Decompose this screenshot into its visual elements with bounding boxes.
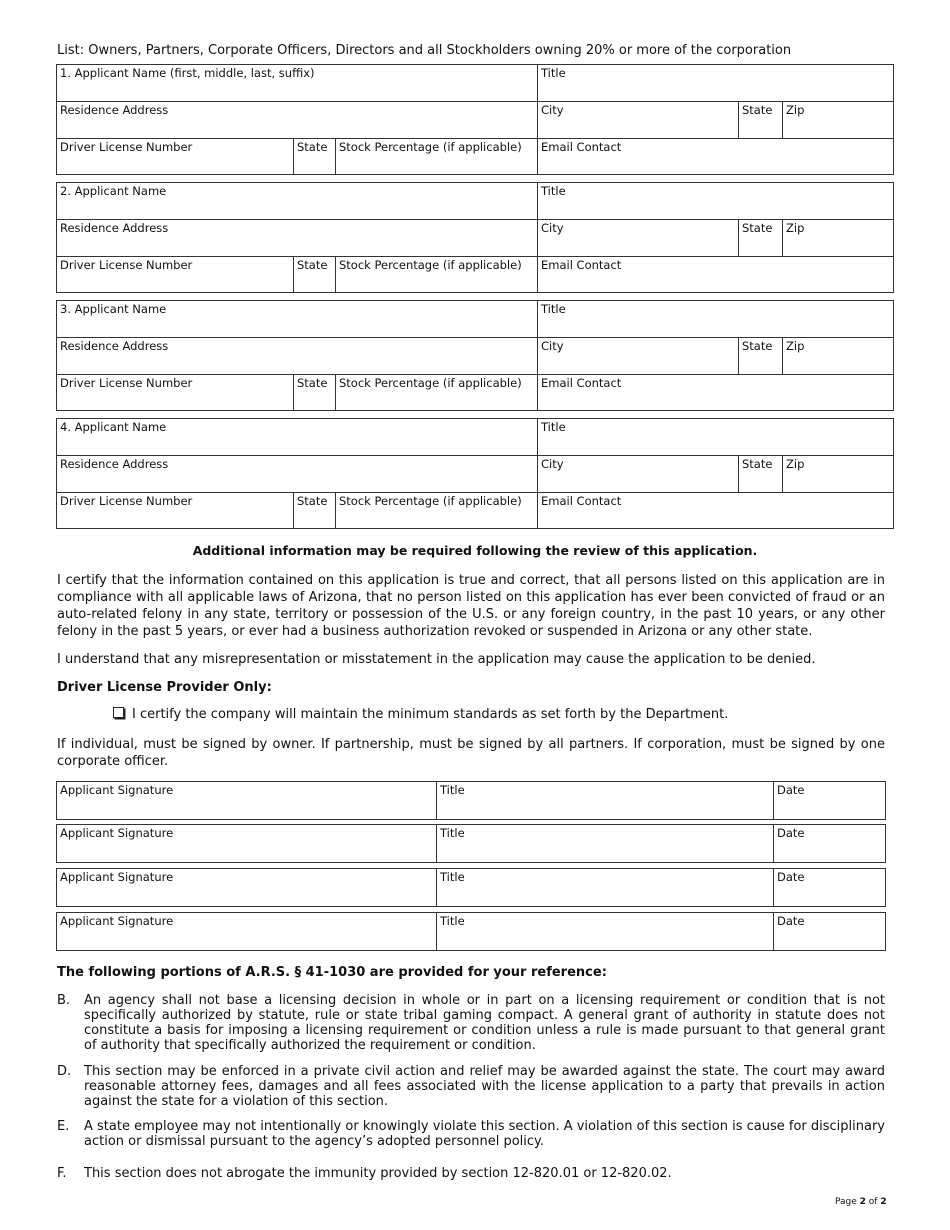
applicant-signature-field[interactable] [57, 825, 436, 862]
email-contact-field[interactable] [538, 493, 893, 528]
license-state-field[interactable] [294, 493, 335, 528]
zip-label: Zip [786, 221, 805, 235]
email-contact-label: Email Contact [541, 494, 622, 508]
signature-title-label: Title [440, 870, 465, 884]
license-state-label: State [297, 140, 328, 154]
applicant-block [56, 182, 894, 293]
stock-percentage-field[interactable] [336, 375, 537, 410]
license-state-label: State [297, 258, 328, 272]
stock-percentage-label: Stock Percentage (if applicable) [339, 376, 522, 390]
address-state-field[interactable] [739, 220, 782, 256]
dl-provider-certify-label: I certify the company will maintain the minimum standards as set forth by the Department. [132, 707, 729, 722]
residence-address-label: Residence Address [60, 221, 169, 235]
residence-address-label: Residence Address [60, 339, 169, 353]
signature-date-label: Date [777, 870, 805, 884]
ars-item-text: A state employee may not intentionally or knowingly violate this section. A violation of this section is cause for disciplinary action or dismissal pursuant to the agency’s adopted personnel policy. [84, 1119, 885, 1149]
signature-date-label: Date [777, 826, 805, 840]
driver-license-number-label: Driver License Number [60, 376, 193, 390]
ars-item [57, 1119, 885, 1149]
ars-item [57, 1064, 885, 1109]
zip-field[interactable] [783, 102, 893, 138]
signature-title-field[interactable] [437, 913, 773, 950]
email-contact-field[interactable] [538, 257, 893, 292]
ars-item [57, 993, 885, 1053]
ars-heading: The following portions of A.R.S. § 41-1030 are provided for your reference: [57, 965, 607, 980]
residence-address-field[interactable] [57, 338, 537, 374]
ars-item-letter: F. [57, 1166, 67, 1181]
address-state-field[interactable] [739, 102, 782, 138]
signing-instructions: If individual, must be signed by owner. If partnership, must be signed by all partners. If corporation, must be signed by one corporate officer. [57, 737, 885, 769]
applicant-name-field[interactable] [57, 419, 537, 455]
driver-license-number-label: Driver License Number [60, 140, 193, 154]
signature-date-label: Date [777, 914, 805, 928]
signature-title-field[interactable] [437, 782, 773, 819]
email-contact-label: Email Contact [541, 258, 622, 272]
title-field[interactable] [538, 419, 893, 455]
applicant-block [56, 300, 894, 411]
state-label: State [742, 103, 773, 117]
ars-item-text: This section may be enforced in a private civil action and relief may be awarded against the state. The court may award reasonable attorney fees, damages and all fees associated with the license application to a party that prevails in action against the state for a violation of this section. [84, 1064, 885, 1109]
stock-percentage-label: Stock Percentage (if applicable) [339, 258, 522, 272]
driver-license-number-field[interactable] [57, 139, 293, 174]
zip-field[interactable] [783, 338, 893, 374]
email-contact-field[interactable] [538, 139, 893, 174]
city-label: City [541, 339, 564, 353]
signature-title-field[interactable] [437, 825, 773, 862]
license-state-label: State [297, 376, 328, 390]
title-label: Title [541, 420, 566, 434]
residence-address-field[interactable] [57, 220, 537, 256]
city-field[interactable] [538, 220, 738, 256]
driver-license-number-label: Driver License Number [60, 494, 193, 508]
zip-field[interactable] [783, 220, 893, 256]
signature-row [56, 912, 886, 951]
page-number: Page 2 of 2 [835, 1197, 887, 1207]
misrepresentation-paragraph: I understand that any misrepresentation or misstatement in the application may cause the application to be denied. [57, 652, 816, 667]
city-label: City [541, 221, 564, 235]
residence-address-field[interactable] [57, 102, 537, 138]
title-field[interactable] [538, 65, 893, 101]
signature-title-field[interactable] [437, 869, 773, 906]
stock-percentage-label: Stock Percentage (if applicable) [339, 494, 522, 508]
signature-title-label: Title [440, 826, 465, 840]
city-field[interactable] [538, 102, 738, 138]
email-contact-field[interactable] [538, 375, 893, 410]
applicant-signature-field[interactable] [57, 913, 436, 950]
state-label: State [742, 457, 773, 471]
applicant-name-field[interactable] [57, 183, 537, 219]
residence-address-label: Residence Address [60, 457, 169, 471]
signature-row [56, 824, 886, 863]
driver-license-number-field[interactable] [57, 257, 293, 292]
license-state-field[interactable] [294, 257, 335, 292]
title-field[interactable] [538, 183, 893, 219]
applicant-signature-label: Applicant Signature [60, 826, 174, 840]
signature-row [56, 868, 886, 907]
applicant-signature-label: Applicant Signature [60, 914, 174, 928]
title-label: Title [541, 302, 566, 316]
signature-date-field[interactable] [774, 825, 885, 862]
address-state-field[interactable] [739, 338, 782, 374]
ars-item [57, 1166, 885, 1181]
applicant-name-label: 2. Applicant Name [60, 184, 167, 198]
applicant-name-field[interactable] [57, 65, 537, 101]
ars-item-text: An agency shall not base a licensing decision in whole or in part on a licensing requirement or condition that is not specifically authorized by statute, rule or state tribal gaming compact. A general grant of authority in statute does not constitute a basis for imposing a licensing requirement or condition unless a rule is made pursuant to that general grant of authority that specifically authorized the requirement or condition. [84, 993, 885, 1053]
signature-title-label: Title [440, 914, 465, 928]
applicant-name-label: 4. Applicant Name [60, 420, 167, 434]
zip-label: Zip [786, 339, 805, 353]
certification-paragraph: I certify that the information contained on this application is true and correct, that all persons listed on this application are in compliance with all applicable laws of Arizona, that no person listed on this application has ever been convicted of fraud or an auto-related felony in any state, territory or possession of the U.S. or any foreign country, in the past 10 years, or any other felony in the past 5 years, or ever had a business authorization revoked or suspended in Arizona or any other state. [57, 573, 885, 639]
address-state-field[interactable] [739, 456, 782, 492]
signature-title-label: Title [440, 783, 465, 797]
city-field[interactable] [538, 456, 738, 492]
stock-percentage-field[interactable] [336, 493, 537, 528]
dl-provider-heading: Driver License Provider Only: [57, 680, 272, 695]
stock-percentage-label: Stock Percentage (if applicable) [339, 140, 522, 154]
email-contact-label: Email Contact [541, 140, 622, 154]
applicant-signature-label: Applicant Signature [60, 870, 174, 884]
state-label: State [742, 221, 773, 235]
zip-label: Zip [786, 457, 805, 471]
signature-date-field[interactable] [774, 782, 885, 819]
city-label: City [541, 457, 564, 471]
applicant-name-label: 3. Applicant Name [60, 302, 167, 316]
driver-license-number-field[interactable] [57, 493, 293, 528]
zip-field[interactable] [783, 456, 893, 492]
ars-item-text: This section does not abrogate the immunity provided by section 12-820.01 or 12-820.02. [84, 1166, 672, 1181]
signature-date-field[interactable] [774, 913, 885, 950]
ars-item-letter: E. [57, 1119, 70, 1134]
applicant-name-field[interactable] [57, 301, 537, 337]
applicant-name-label: 1. Applicant Name (first, middle, last, suffix) [60, 66, 315, 80]
zip-label: Zip [786, 103, 805, 117]
residence-address-label: Residence Address [60, 103, 169, 117]
checkbox-icon[interactable] [113, 707, 124, 718]
city-label: City [541, 103, 564, 117]
applicant-block [56, 418, 894, 529]
ars-item-letter: B. [57, 993, 71, 1008]
intro-text: List: Owners, Partners, Corporate Officers, Directors and all Stockholders owning 20% or more of the corporation [57, 43, 792, 58]
license-state-field[interactable] [294, 375, 335, 410]
city-field[interactable] [538, 338, 738, 374]
additional-info-note: Additional information may be required following the review of this application. [192, 543, 758, 558]
dl-provider-certify-option[interactable] [113, 707, 728, 722]
driver-license-number-field[interactable] [57, 375, 293, 410]
signature-date-label: Date [777, 783, 805, 797]
applicant-signature-field[interactable] [57, 869, 436, 906]
signature-date-field[interactable] [774, 869, 885, 906]
ars-item-letter: D. [57, 1064, 72, 1079]
stock-percentage-field[interactable] [336, 139, 537, 174]
applicant-signature-label: Applicant Signature [60, 783, 174, 797]
applicant-block [56, 64, 894, 175]
applicant-signature-field[interactable] [57, 782, 436, 819]
title-label: Title [541, 184, 566, 198]
title-field[interactable] [538, 301, 893, 337]
residence-address-field[interactable] [57, 456, 537, 492]
driver-license-number-label: Driver License Number [60, 258, 193, 272]
signature-row [56, 781, 886, 820]
email-contact-label: Email Contact [541, 376, 622, 390]
title-label: Title [541, 66, 566, 80]
stock-percentage-field[interactable] [336, 257, 537, 292]
license-state-label: State [297, 494, 328, 508]
license-state-field[interactable] [294, 139, 335, 174]
state-label: State [742, 339, 773, 353]
